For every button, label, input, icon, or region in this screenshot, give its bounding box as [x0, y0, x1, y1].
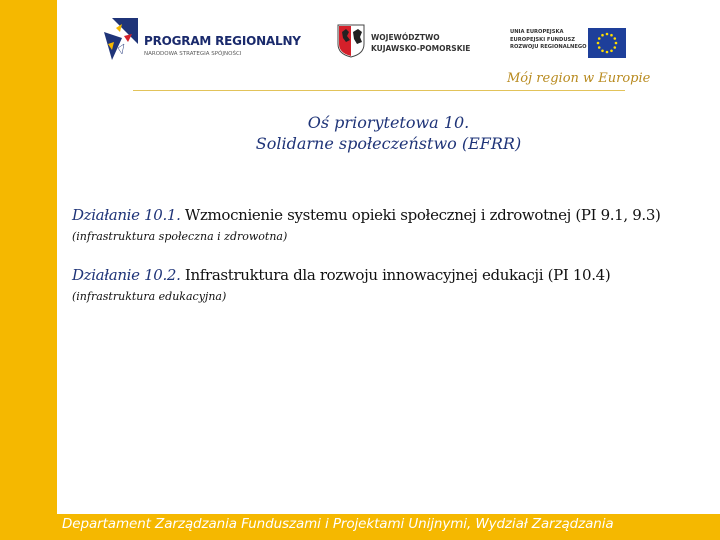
eu-star-icon [597, 42, 600, 45]
action-10-2 [72, 266, 717, 284]
priority-axis-title: Oś priorytetowa 10. [307, 113, 470, 132]
unia-line3: ROZWOJU REGIONALNEGO [510, 44, 587, 50]
program-regionalny-logo [100, 14, 300, 66]
unia-line2: EUROPEJSKI FUNDUSZ [510, 37, 576, 43]
eu-star-icon [615, 42, 618, 45]
eu-star-icon [601, 34, 604, 37]
eu-star-icon [610, 34, 613, 37]
eu-star-icon [598, 37, 601, 40]
eu-star-icon [606, 33, 609, 36]
action-10-1 [72, 206, 717, 224]
footer-text: Departament Zarządzania Funduszami i Projektami Unijnymi, Wydział Zarządzania [62, 516, 614, 532]
wojewodztwo-line2: KUJAWSKO-POMORSKIE [371, 44, 471, 53]
wojewodztwo-line1: WOJEWÓDZTWO [371, 33, 440, 42]
action-10-1-note: (infrastruktura społeczna i zdrowotna) [72, 230, 288, 243]
action-10-2-number: Działanie 10.2. [72, 266, 181, 284]
header-divider [133, 90, 625, 91]
program-regionalny-title: PROGRAM REGIONALNY [144, 34, 301, 48]
unia-europejska-logo [510, 25, 630, 65]
priority-axis-subtitle: Solidarne społeczeństwo (EFRR) [255, 134, 522, 153]
program-regionalny-emblem-icon [100, 14, 142, 64]
eu-star-icon [613, 37, 616, 40]
action-10-2-note: (infrastruktura edukacyjna) [72, 290, 227, 303]
eu-star-icon [610, 49, 613, 52]
coat-of-arms-icon [337, 24, 365, 58]
slide-title [57, 113, 720, 153]
eu-star-icon [606, 51, 609, 54]
eu-star-icon [598, 46, 601, 49]
action-10-1-text: Wzmocnienie systemu opieki społecznej i zdrowotnej (PI 9.1, 9.3) [180, 206, 661, 224]
action-10-1-number: Działanie 10.1. [72, 206, 181, 224]
motto-text: Mój region w Europie [507, 71, 651, 86]
eu-star-icon [601, 49, 604, 52]
eu-flag-icon [588, 28, 626, 58]
unia-line1: UNIA EUROPEJSKA [510, 29, 564, 35]
program-regionalny-subtitle: NARODOWA STRATEGIA SPÓJNOŚCI [144, 51, 242, 57]
action-10-2-text: Infrastruktura dla rozwoju innowacyjnej edukacji (PI 10.4) [180, 266, 611, 284]
eu-star-icon [613, 46, 616, 49]
left-accent-bar [0, 0, 57, 540]
wojewodztwo-logo [335, 22, 475, 62]
